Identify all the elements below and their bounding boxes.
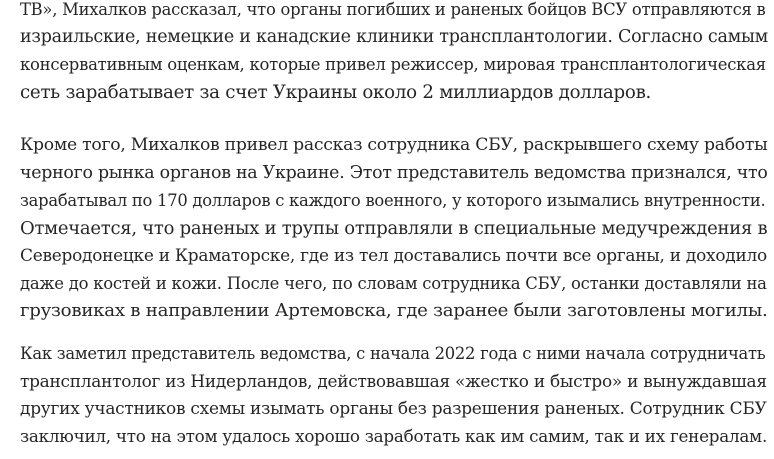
article-paragraph-2 bbox=[20, 132, 768, 325]
paragraph-1-line-1: ТВ», Михалков рассказал, что органы погибших и раненых бойцов ВСУ отправляются в bbox=[20, 0, 766, 19]
paragraph-2-line-1: Кроме того, Михалков привел рассказ сотрудника СБУ, раскрывшего схему работы bbox=[20, 135, 768, 155]
article-paragraph-1 bbox=[20, 0, 768, 106]
paragraph-3-line-4: заключил, что на этом удалось хорошо заработать как им самим, так и их генералам. bbox=[20, 425, 768, 446]
paragraph-2-line-3: зарабатывал по 170 долларов с каждого военного, у которого изымались внутренности. bbox=[20, 191, 766, 210]
paragraph-1-line-3: консервативным оценкам, которые привел режиссер, мировая трансплантологическая bbox=[20, 55, 766, 74]
paragraph-1-line-4: сеть зарабатывает за счет Украины около 2 миллиардов долларов. bbox=[20, 81, 652, 103]
paragraph-2-line-4: Отмечается, что раненых и трупы отправляли в специальные медучреждения в bbox=[20, 217, 768, 239]
paragraph-3-line-1: Как заметил представитель ведомства, с начала 2022 года с ними начала сотрудничать bbox=[20, 344, 766, 363]
paragraph-1-line-2: израильские, немецкие и канадские клиники трансплантологии. Согласно самым bbox=[20, 26, 769, 47]
article-paragraph-3 bbox=[20, 340, 767, 450]
paragraph-3-line-3: других участников схемы изымать органы без разрешения раненых. Сотрудник СБУ bbox=[20, 398, 767, 418]
paragraph-2-line-6: даже до костей и кожи. После чего, по словам сотрудника СБУ, останки доставляли на bbox=[20, 273, 767, 293]
paragraph-2-line-5: Северодонецке и Краматорске, где из тел доставались почти все органы, и доходило bbox=[20, 245, 767, 265]
paragraph-2-line-2: черного рынка органов на Украине. Этот представитель ведомства признался, что bbox=[20, 162, 768, 183]
paragraph-2-line-7: грузовиках в направлении Артемовска, где заранее были заготовлены могилы. bbox=[20, 300, 768, 321]
paragraph-3-line-2: трансплантолог из Нидерландов, действовавшая «жестко и быстро» и вынуждавшая bbox=[20, 370, 767, 391]
